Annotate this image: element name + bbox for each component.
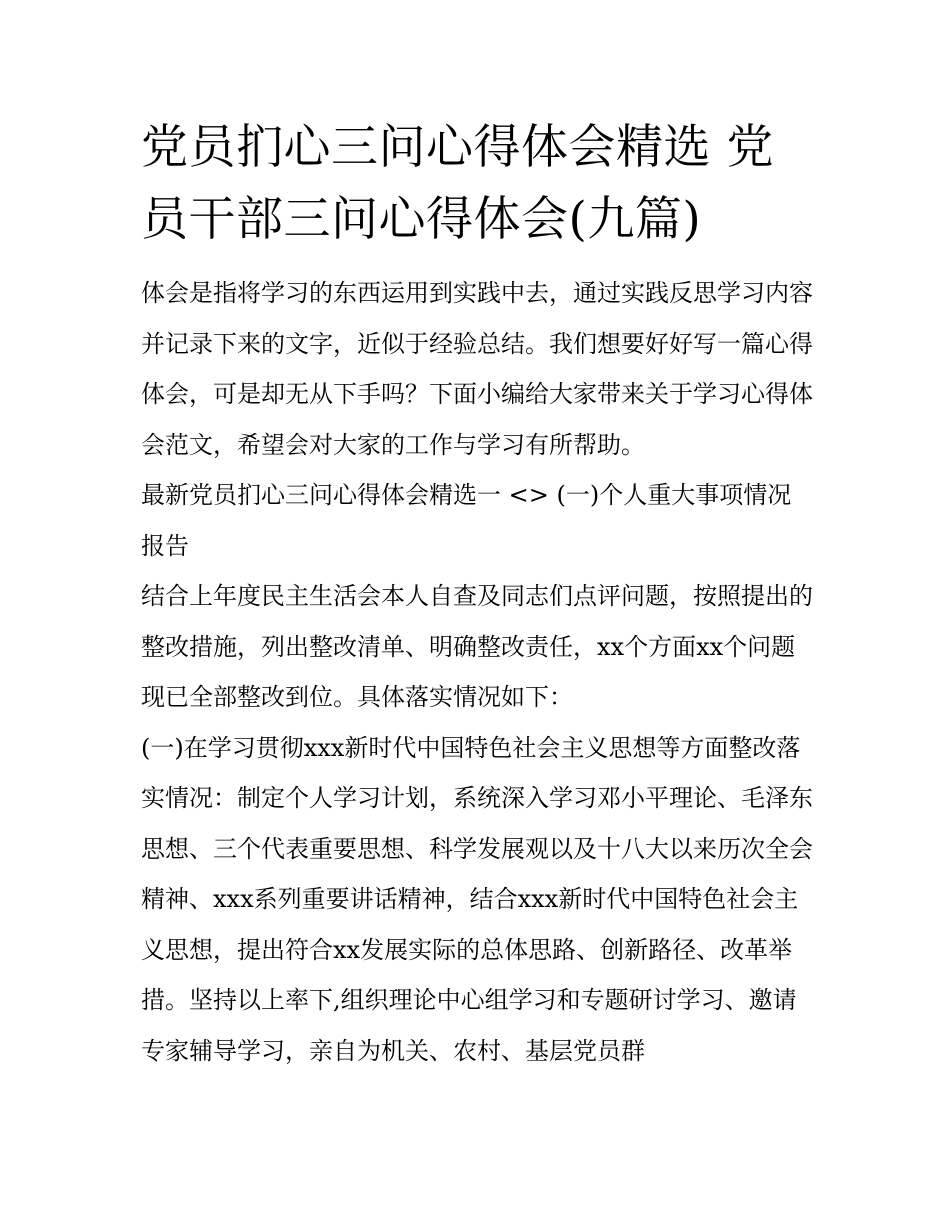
paragraph-summary: 结合上年度民主生活会本人自查及同志们点评问题，按照提出的整改措施，列出整改清单、明确整改责任，xx个方面xx个问题现已全部整改到位。具体落实情况如下：: [141, 582, 813, 711]
paragraph-section-heading: 最新党员扪心三问心得体会精选一 <> (一)个人重大事项情况报告: [141, 481, 792, 560]
paragraph-item-one: (一)在学习贯彻xxx新时代中国特色社会主义思想等方面整改落实情况：制定个人学习计划，系统深入学习邓小平理论、毛泽东思想、三个代表重要思想、科学发展观以及十八大以来历次全会精神、xxx系列重要讲话精神，结合xxx新时代中国特色社会主义思想，提出符合xx发展实际的总体思路、创新路径、改革举措。坚持以上率下,组织理论中心组学习和专题研讨学习、邀请专家辅导学习，亲自为机关、农村、基层党员群: [141, 733, 813, 1065]
document-body: [141, 112, 813, 1076]
document-title: 党员扪心三问心得体会精选 党员干部三问心得体会(九篇): [141, 120, 774, 247]
paragraph-intro: 体会是指将学习的东西运用到实践中去，通过实践反思学习内容并记录下来的文字，近似于经验总结。我们想要好好写一篇心得体会，可是却无从下手吗？下面小编给大家带来关于学习心得体会范文，希望会对大家的工作与学习有所帮助。: [141, 279, 813, 459]
